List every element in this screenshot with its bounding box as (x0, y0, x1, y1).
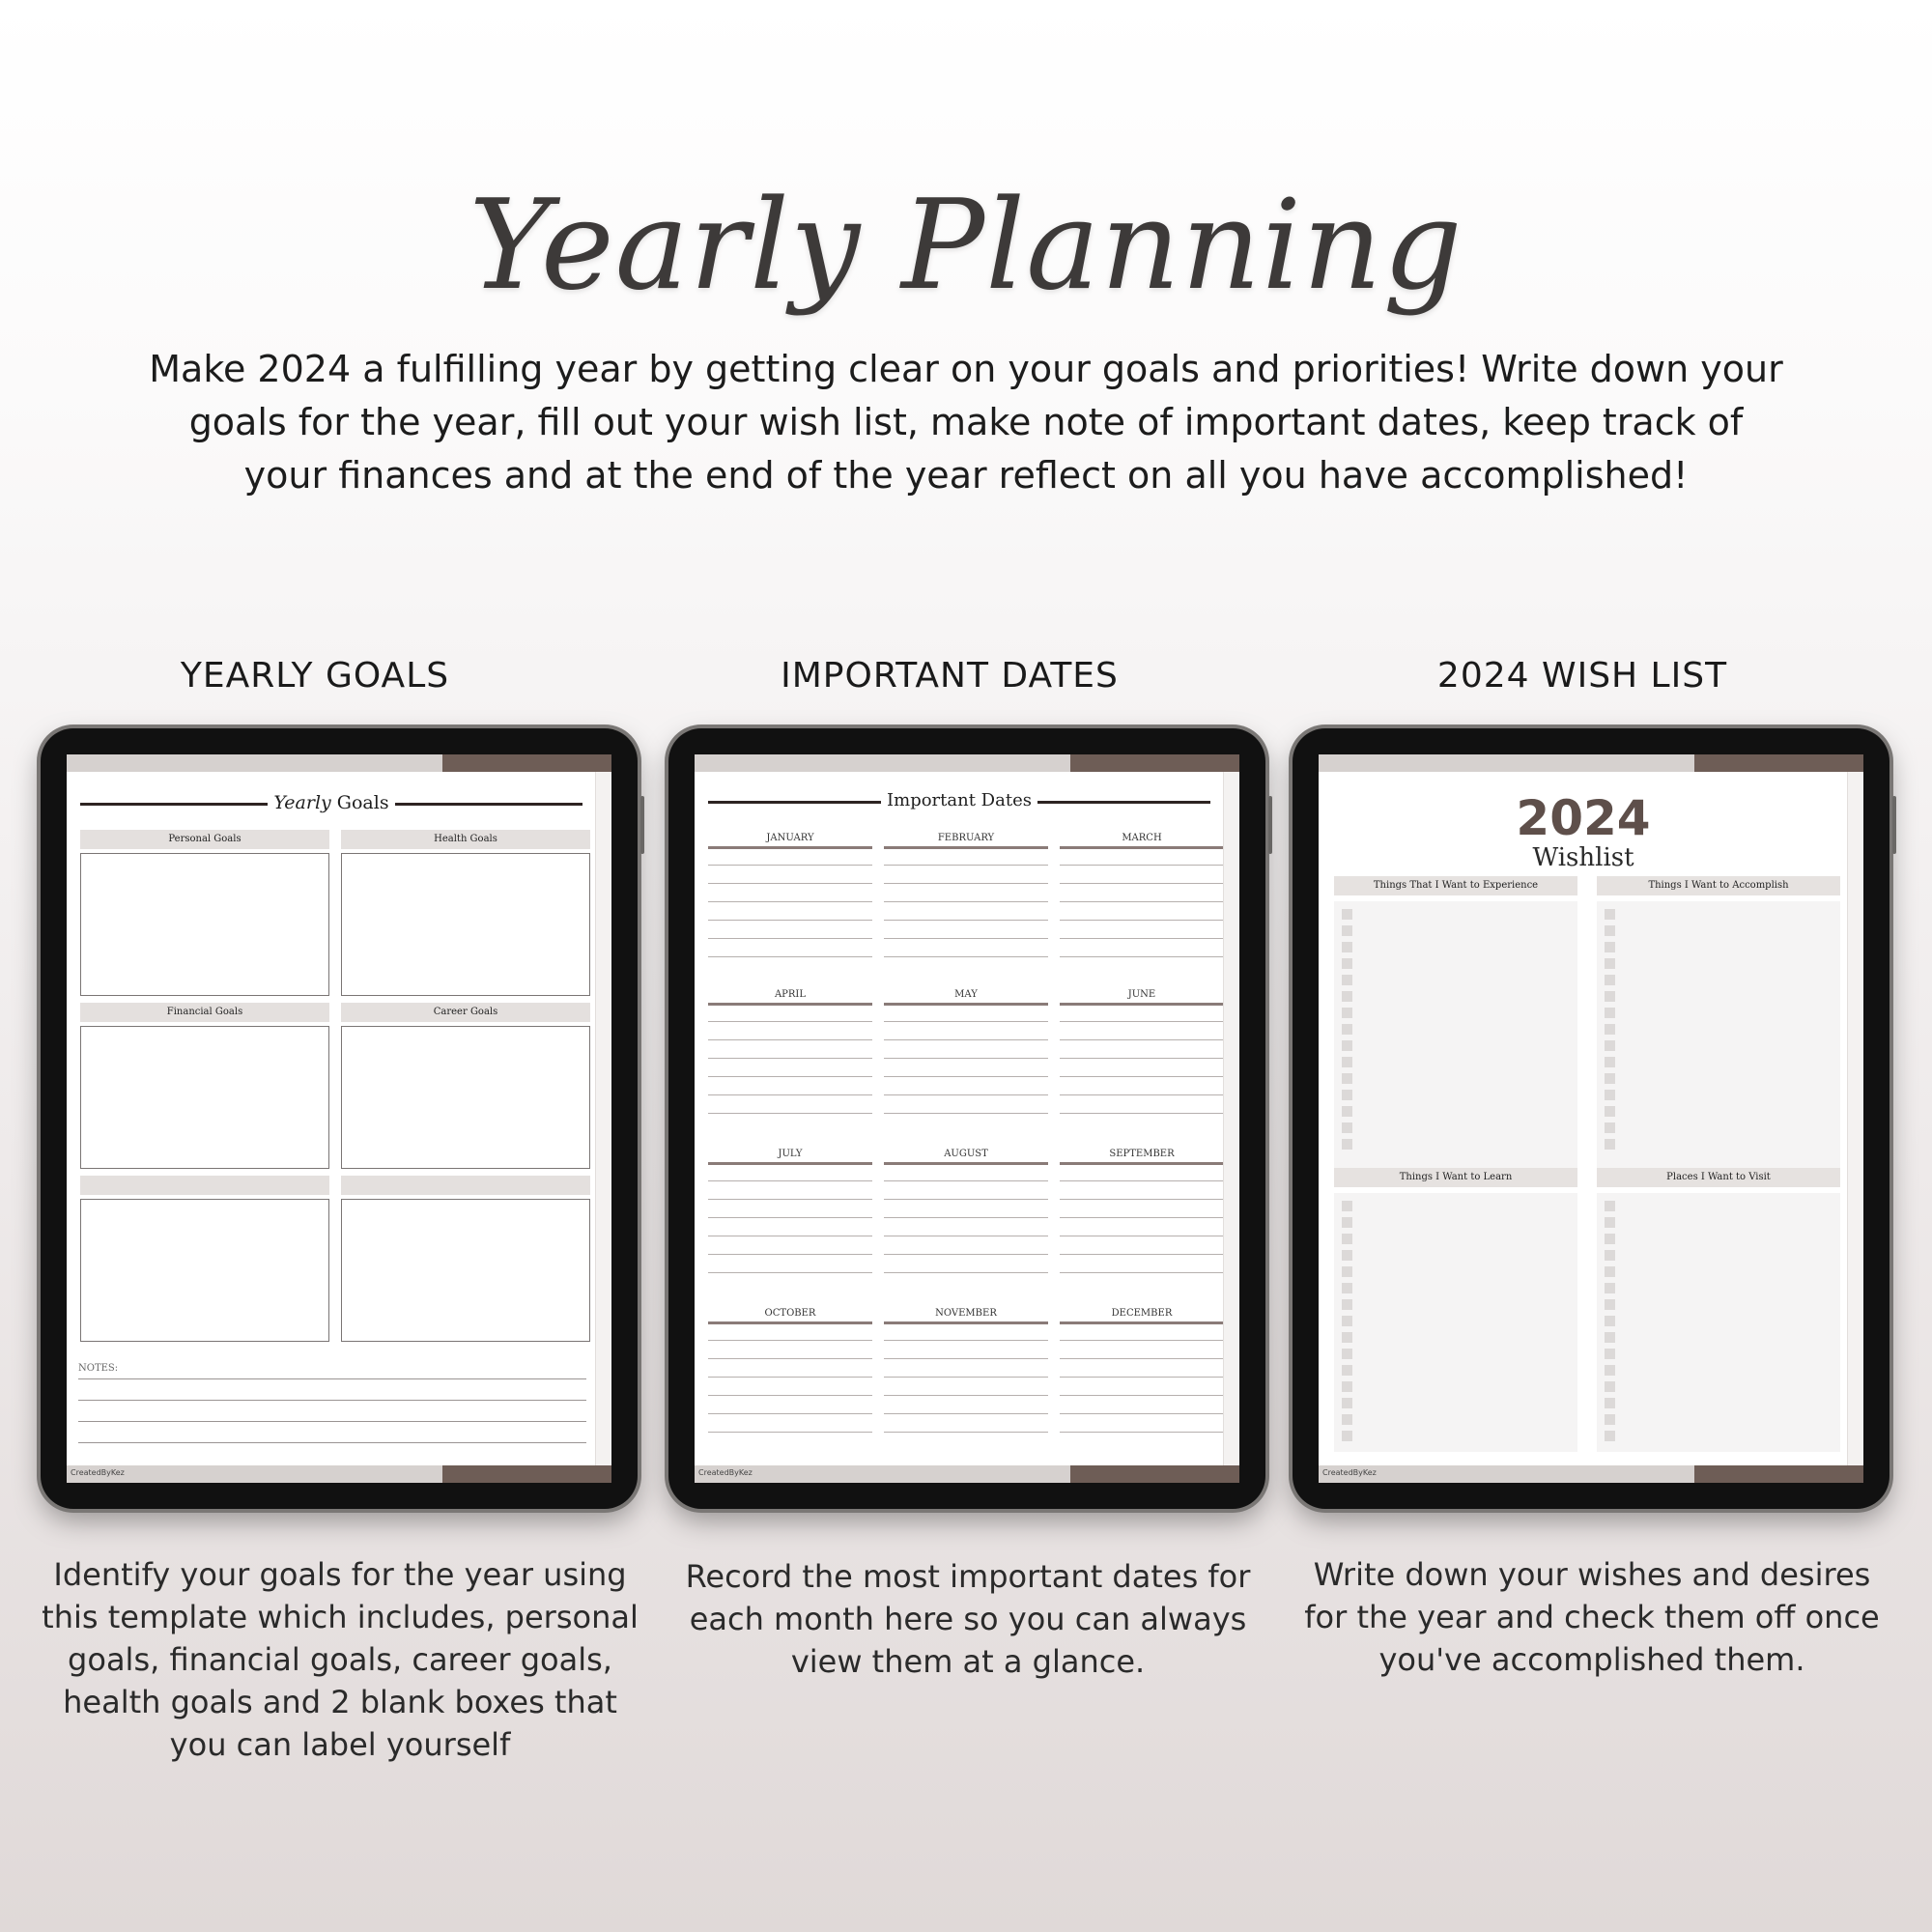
wishlist-checkbox[interactable] (1605, 925, 1615, 936)
yearly-goals-page (67, 772, 596, 1465)
important-dates-heading: Important Dates (708, 785, 1210, 816)
wishlist-checkbox[interactable] (1605, 1250, 1615, 1261)
wishlist-checkbox[interactable] (1605, 1106, 1615, 1117)
wishlist-checkbox[interactable] (1342, 1365, 1352, 1376)
date-entry-line[interactable] (708, 901, 872, 902)
wishlist-checkbox[interactable] (1605, 975, 1615, 985)
wishlist-checkbox[interactable] (1342, 942, 1352, 952)
date-entry-line[interactable] (708, 1395, 872, 1396)
date-entry-line[interactable] (1060, 1254, 1224, 1255)
date-entry-line[interactable] (1060, 1358, 1224, 1359)
learn-label: Things I Want to Learn (1334, 1168, 1577, 1187)
wishlist-checkbox[interactable] (1342, 1057, 1352, 1067)
date-entry-line[interactable] (708, 1272, 872, 1273)
date-entry-line[interactable] (884, 1272, 1048, 1273)
wishlist-checkbox[interactable] (1342, 925, 1352, 936)
date-entry-line[interactable] (884, 956, 1048, 957)
wishlist-checkbox[interactable] (1605, 1316, 1615, 1326)
wishlist-checkbox[interactable] (1342, 1040, 1352, 1051)
date-entry-line[interactable] (1060, 938, 1224, 939)
date-entry-line[interactable] (708, 1058, 872, 1059)
date-entry-line[interactable] (1060, 956, 1224, 957)
wishlist-checkbox[interactable] (1342, 909, 1352, 920)
date-entry-line[interactable] (1060, 1094, 1224, 1095)
date-entry-line[interactable] (884, 901, 1048, 902)
yearly-goals-heading: Yearly Goals (80, 787, 582, 818)
wishlist-checkbox[interactable] (1605, 1266, 1615, 1277)
date-entry-line[interactable] (884, 1358, 1048, 1359)
visit-list (1597, 1193, 1840, 1452)
month-rule (708, 1003, 872, 1006)
wishlist-checkbox[interactable] (1605, 1349, 1615, 1359)
wish-list-description: Write down your wishes and desires for the year and check them off once you've accomplished them. (1304, 1556, 1880, 1678)
date-entry-line[interactable] (708, 1413, 872, 1414)
wishlist-checkbox[interactable] (1342, 1201, 1352, 1211)
learn-list (1334, 1193, 1577, 1452)
date-entry-line[interactable] (884, 865, 1048, 866)
credit-text: CreatedByKez (71, 1468, 125, 1477)
wishlist-checkbox[interactable] (1605, 909, 1615, 920)
wishlist-checkbox[interactable] (1605, 1431, 1615, 1441)
wishlist-checkbox[interactable] (1342, 1398, 1352, 1408)
wishlist-checkbox[interactable] (1605, 1040, 1615, 1051)
health-goals-label: Health Goals (341, 830, 590, 849)
wishlist-checkbox[interactable] (1342, 1024, 1352, 1035)
month-rule (1060, 1321, 1224, 1324)
experience-list (1334, 901, 1577, 1183)
month-label: DECEMBER (1111, 1308, 1173, 1319)
wishlist-checkbox[interactable] (1605, 1234, 1615, 1244)
month-rule (1060, 1003, 1224, 1006)
accomplish-label: Things I Want to Accomplish (1597, 876, 1840, 895)
notes-label: NOTES: (78, 1363, 119, 1374)
wishlist-checkbox[interactable] (1605, 958, 1615, 969)
date-entry-line[interactable] (884, 1180, 1048, 1181)
wishlist-checkbox[interactable] (1605, 1365, 1615, 1376)
month-label: JANUARY (766, 833, 814, 843)
date-entry-line[interactable] (708, 865, 872, 866)
wishlist-checkbox[interactable] (1605, 1122, 1615, 1133)
wishlist-checkbox[interactable] (1605, 1398, 1615, 1408)
wishlist-checkbox[interactable] (1342, 975, 1352, 985)
month-label: APRIL (774, 989, 807, 1000)
section-title-yearly-goals: YEARLY GOALS (180, 656, 450, 696)
wishlist-checkbox[interactable] (1605, 1008, 1615, 1018)
blank-goal-label[interactable] (80, 1176, 329, 1195)
wishlist-checkbox[interactable] (1605, 942, 1615, 952)
date-entry-line[interactable] (708, 1377, 872, 1378)
date-entry-line[interactable] (1060, 1395, 1224, 1396)
date-entry-line[interactable] (884, 1113, 1048, 1114)
wishlist-year: 2024 (1516, 790, 1651, 846)
wishlist-checkbox[interactable] (1605, 1024, 1615, 1035)
financial-goals-box[interactable] (80, 1026, 329, 1169)
month-label: SEPTEMBER (1109, 1149, 1175, 1159)
top-tab-bar[interactable] (695, 754, 1239, 772)
wishlist-checkbox[interactable] (1342, 1090, 1352, 1100)
date-entry-line[interactable] (884, 1039, 1048, 1040)
wishlist-checkbox[interactable] (1342, 1122, 1352, 1133)
bottom-tab-bar[interactable] (1319, 1465, 1863, 1483)
wishlist-checkbox[interactable] (1342, 1283, 1352, 1293)
credit-text: CreatedByKez (1322, 1468, 1377, 1477)
date-entry-line[interactable] (708, 1340, 872, 1341)
tablet-screen (695, 754, 1239, 1483)
month-rule (708, 846, 872, 849)
date-entry-line[interactable] (708, 883, 872, 884)
tablet-yearly-goals (41, 728, 638, 1509)
important-dates-description: Record the most important dates for each month here so you can always view them at a glance. (685, 1558, 1251, 1680)
date-entry-line[interactable] (1060, 1377, 1224, 1378)
date-entry-line[interactable] (1060, 920, 1224, 921)
side-tab-strip[interactable] (1223, 772, 1239, 1465)
visit-label: Places I Want to Visit (1597, 1168, 1840, 1187)
date-entry-line[interactable] (884, 1058, 1048, 1059)
date-entry-line[interactable] (1060, 1058, 1224, 1059)
wishlist-checkbox[interactable] (1605, 1381, 1615, 1392)
date-entry-line[interactable] (884, 1076, 1048, 1077)
personal-goals-label: Personal Goals (80, 830, 329, 849)
month-rule (708, 1162, 872, 1165)
month-label: AUGUST (944, 1149, 988, 1159)
month-rule (1060, 1162, 1224, 1165)
notes-line[interactable] (78, 1421, 586, 1422)
date-entry-line[interactable] (708, 1039, 872, 1040)
personal-goals-box[interactable] (80, 853, 329, 996)
wishlist-checkbox[interactable] (1605, 1073, 1615, 1084)
wishlist-checkbox[interactable] (1605, 1299, 1615, 1310)
wishlist-title: Wishlist (1532, 843, 1634, 872)
date-entry-line[interactable] (708, 1094, 872, 1095)
tablet-screen (1319, 754, 1863, 1483)
wishlist-checkbox[interactable] (1342, 1250, 1352, 1261)
section-title-wish-list: 2024 WISH LIST (1436, 656, 1728, 696)
wishlist-checkbox[interactable] (1342, 1266, 1352, 1277)
accomplish-list (1597, 901, 1840, 1183)
date-entry-line[interactable] (1060, 1180, 1224, 1181)
date-entry-line[interactable] (708, 1180, 872, 1181)
date-entry-line[interactable] (884, 1413, 1048, 1414)
date-entry-line[interactable] (1060, 1113, 1224, 1114)
date-entry-line[interactable] (708, 956, 872, 957)
wishlist-checkbox[interactable] (1342, 1299, 1352, 1310)
tablet-wishlist (1293, 728, 1889, 1509)
notes-line[interactable] (78, 1442, 586, 1443)
notes-line[interactable] (78, 1378, 586, 1379)
date-entry-line[interactable] (1060, 883, 1224, 884)
page-title: Yearly Planning (469, 174, 1463, 318)
date-entry-line[interactable] (708, 1076, 872, 1077)
month-label: FEBRUARY (937, 833, 995, 843)
date-entry-line[interactable] (884, 1021, 1048, 1022)
wishlist-checkbox[interactable] (1605, 1332, 1615, 1343)
date-entry-line[interactable] (708, 1254, 872, 1255)
top-tab-bar[interactable] (67, 754, 611, 772)
month-label: OCTOBER (764, 1308, 816, 1319)
date-entry-line[interactable] (1060, 1432, 1224, 1433)
date-entry-line[interactable] (884, 1094, 1048, 1095)
wishlist-checkbox[interactable] (1605, 1201, 1615, 1211)
wishlist-checkbox[interactable] (1342, 1349, 1352, 1359)
wishlist-checkbox[interactable] (1342, 958, 1352, 969)
section-title-important-dates: IMPORTANT DATES (781, 656, 1119, 696)
month-label: JUNE (1127, 989, 1156, 1000)
date-entry-line[interactable] (708, 938, 872, 939)
wishlist-checkbox[interactable] (1605, 1283, 1615, 1293)
date-entry-line[interactable] (1060, 1076, 1224, 1077)
date-entry-line[interactable] (884, 920, 1048, 921)
blank-goal-label[interactable] (341, 1176, 590, 1195)
wishlist-checkbox[interactable] (1342, 991, 1352, 1002)
date-entry-line[interactable] (884, 938, 1048, 939)
date-entry-line[interactable] (708, 1432, 872, 1433)
month-rule (884, 1162, 1048, 1165)
wishlist-checkbox[interactable] (1605, 1414, 1615, 1425)
wishlist-checkbox[interactable] (1605, 1057, 1615, 1067)
financial-goals-label: Financial Goals (80, 1003, 329, 1022)
month-rule (1060, 846, 1224, 849)
wishlist-checkbox[interactable] (1342, 1414, 1352, 1425)
wishlist-checkbox[interactable] (1342, 1073, 1352, 1084)
credit-text: CreatedByKez (698, 1468, 753, 1477)
date-entry-line[interactable] (1060, 1217, 1224, 1218)
yearly-goals-description: Identify your goals for the year using this template which includes, personal goals, financial goals, career goals, health goals and 2 blank boxes that you can label yourself (42, 1556, 639, 1763)
date-entry-line[interactable] (884, 1377, 1048, 1378)
wishlist-checkbox[interactable] (1342, 1332, 1352, 1343)
wishlist-checkbox[interactable] (1342, 1316, 1352, 1326)
wishlist-checkbox[interactable] (1342, 1106, 1352, 1117)
date-entry-line[interactable] (884, 1395, 1048, 1396)
blank-goal-box[interactable] (80, 1199, 329, 1342)
wishlist-checkbox[interactable] (1342, 1431, 1352, 1441)
month-rule (884, 846, 1048, 849)
intro-text: Make 2024 a fulfilling year by getting clear on your goals and priorities! Write down your goals for the year, fill out your wish list, make note of important dates, keep track of your finances and at the end of the year reflect on all you have accomplished! (149, 348, 1783, 497)
wishlist-checkbox[interactable] (1342, 1381, 1352, 1392)
tablet-important-dates (668, 728, 1265, 1509)
month-rule (708, 1321, 872, 1324)
wishlist-checkbox[interactable] (1605, 1090, 1615, 1100)
date-entry-line[interactable] (708, 1113, 872, 1114)
wishlist-checkbox[interactable] (1605, 1217, 1615, 1228)
blank-goal-box[interactable] (341, 1199, 590, 1342)
notes-line[interactable] (78, 1400, 586, 1401)
wishlist-checkbox[interactable] (1342, 1217, 1352, 1228)
top-tab-bar[interactable] (1319, 754, 1863, 772)
health-goals-box[interactable] (341, 853, 590, 996)
month-label: MAY (954, 989, 978, 1000)
wishlist-checkbox[interactable] (1605, 1139, 1615, 1150)
wishlist-checkbox[interactable] (1342, 1008, 1352, 1018)
date-entry-line[interactable] (1060, 1340, 1224, 1341)
month-rule (884, 1003, 1048, 1006)
bottom-tab-bar[interactable] (695, 1465, 1239, 1483)
date-entry-line[interactable] (708, 1358, 872, 1359)
career-goals-label: Career Goals (341, 1003, 590, 1022)
date-entry-line[interactable] (884, 883, 1048, 884)
important-dates-page (695, 772, 1224, 1465)
date-entry-line[interactable] (884, 1199, 1048, 1200)
month-rule (884, 1321, 1048, 1324)
date-entry-line[interactable] (884, 1432, 1048, 1433)
month-label: MARCH (1122, 833, 1162, 843)
experience-label: Things That I Want to Experience (1334, 876, 1577, 895)
career-goals-box[interactable] (341, 1026, 590, 1169)
date-entry-line[interactable] (708, 1021, 872, 1022)
side-tab-strip[interactable] (1847, 772, 1863, 1465)
date-entry-line[interactable] (1060, 865, 1224, 866)
tablet-screen (67, 754, 611, 1483)
date-entry-line[interactable] (1060, 1021, 1224, 1022)
wishlist-checkbox[interactable] (1342, 1139, 1352, 1150)
bottom-tab-bar[interactable] (67, 1465, 611, 1483)
wishlist-checkbox[interactable] (1342, 1234, 1352, 1244)
wishlist-page (1319, 772, 1848, 1465)
date-entry-line[interactable] (1060, 901, 1224, 902)
date-entry-line[interactable] (1060, 1039, 1224, 1040)
date-entry-line[interactable] (1060, 1272, 1224, 1273)
month-label: JULY (778, 1149, 803, 1159)
date-entry-line[interactable] (884, 1254, 1048, 1255)
date-entry-line[interactable] (884, 1217, 1048, 1218)
wishlist-checkbox[interactable] (1605, 991, 1615, 1002)
date-entry-line[interactable] (1060, 1199, 1224, 1200)
date-entry-line[interactable] (1060, 1413, 1224, 1414)
date-entry-line[interactable] (708, 920, 872, 921)
date-entry-line[interactable] (708, 1217, 872, 1218)
date-entry-line[interactable] (884, 1340, 1048, 1341)
month-label: NOVEMBER (935, 1308, 997, 1319)
date-entry-line[interactable] (708, 1199, 872, 1200)
side-tab-strip[interactable] (595, 772, 611, 1465)
